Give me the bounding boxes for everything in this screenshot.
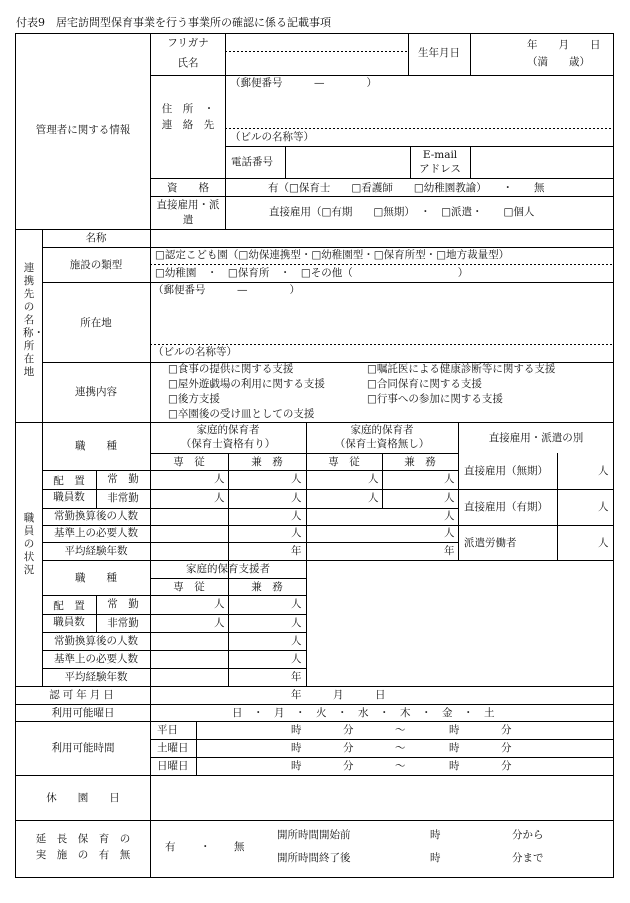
unit-person: 人	[598, 465, 609, 477]
unit-person: 人	[291, 473, 302, 485]
unit-hour: 時	[449, 760, 460, 772]
unit-person: 人	[444, 473, 455, 485]
furigana-input[interactable]	[228, 35, 408, 51]
fte-label: 常勤換算後の人数	[54, 510, 138, 522]
unit-minute: 分	[343, 724, 354, 736]
unit-person: 人	[291, 598, 302, 610]
fulltime-header-2: 専 従	[328, 456, 360, 468]
nonregular-label: 非常勤	[107, 492, 139, 504]
name-input[interactable]	[228, 54, 408, 74]
phone-label: 電話番号	[231, 156, 273, 168]
unit-person: 人	[291, 492, 302, 504]
unit-person: 人	[291, 635, 302, 647]
required-label: 基準上の必要人数	[54, 527, 138, 539]
unit-hour: 時	[291, 742, 302, 754]
unit-person: 人	[291, 653, 302, 665]
supporter-header: 家庭的保育支援者	[186, 563, 270, 575]
available-hours-label: 利用可能時間	[51, 742, 115, 754]
caregiver-qualified-header-2: （保育士資格有り）	[180, 438, 276, 450]
partner-side-label: 連携先の名称・所在地	[23, 262, 44, 378]
support-after-graduation: □卒園後の受け皿としての支援	[168, 408, 315, 420]
tilde: ～	[395, 742, 406, 754]
facility-type-line-2: □幼稚園 ・ □保育所 ・ □その他（ ）	[155, 267, 469, 279]
form-title: 付表9 居宅訪問型保育事業を行う事業所の確認に係る記載事項	[16, 16, 331, 29]
available-days-label: 利用可能曜日	[51, 707, 115, 719]
unit-person: 人	[444, 510, 455, 522]
partner-building-name: （ビルの名称等）	[153, 346, 237, 358]
parttime-header-3: 兼 務	[251, 581, 283, 593]
birthdate-label: 生年月日	[418, 47, 460, 59]
qualification-options: 有（□保育士 □看護師 □幼稚園教諭） ・ 無	[268, 182, 545, 194]
unit-person: 人	[214, 473, 225, 485]
unit-minute: 分	[501, 724, 512, 736]
partner-name-label: 名称	[85, 232, 107, 244]
fulltime-header-1: 専 従	[173, 456, 205, 468]
caregiver-qualified-header-1: 家庭的保育者	[196, 424, 260, 436]
manager-building-name: （ビルの名称等）	[230, 131, 314, 143]
support-events: □行事への参加に関する支援	[367, 393, 503, 405]
address-label-1: 住 所 ・	[161, 103, 215, 115]
staff-side-label: 職員の状況	[23, 512, 35, 576]
partner-location-label: 所在地	[80, 317, 112, 329]
unit-person: 人	[214, 617, 225, 629]
support-joint-care: □合同保育に関する支援	[367, 378, 482, 390]
unit-person: 人	[291, 510, 302, 522]
unit-hour: 時	[291, 724, 302, 736]
unit-person: 人	[368, 473, 379, 485]
assigned-label-1: 配 置	[53, 600, 85, 612]
unit-person: 人	[368, 492, 379, 504]
support-meals: □食事の提供に関する支援	[168, 363, 294, 375]
age-value: （満 歳）	[527, 56, 590, 68]
furigana-label: フリガナ	[167, 37, 209, 49]
minutes-from: 分から	[512, 829, 544, 841]
partner-name-input[interactable]	[153, 231, 612, 247]
support-health-checkup: □嘱託医による健康診断等に関する支援	[367, 363, 556, 375]
unit-hour: 時	[449, 724, 460, 736]
support-backup: □後方支援	[168, 393, 220, 405]
manager-section-label: 管理者に関する情報	[35, 124, 131, 136]
unit-person: 人	[291, 527, 302, 539]
unit-year: 年	[444, 545, 455, 557]
unit-person: 人	[444, 492, 455, 504]
unit-person: 人	[598, 537, 609, 549]
approval-date-label: 認可年月日	[49, 689, 117, 701]
regular-label: 常 勤	[107, 598, 139, 610]
nonregular-label: 非常勤	[107, 617, 139, 629]
before-opening-label: 開所時間開始前	[277, 829, 351, 841]
employment-type-header: 直接雇用・派遣の別	[488, 432, 584, 444]
minutes-until: 分まで	[512, 852, 544, 864]
unit-hour: 時	[291, 760, 302, 772]
unit-minute: 分	[501, 760, 512, 772]
regular-label: 常 勤	[107, 473, 139, 485]
unit-person: 人	[598, 501, 609, 513]
unit-person: 人	[291, 617, 302, 629]
partner-postal-code: （郵便番号 — ）	[153, 284, 300, 296]
unit-person: 人	[214, 598, 225, 610]
unit-minute: 分	[343, 760, 354, 772]
employment-label-1: 直接雇用・派	[156, 199, 220, 211]
unit-minute: 分	[343, 742, 354, 754]
saturday-label: 土曜日	[157, 742, 189, 754]
avg-years-label: 平均経験年数	[64, 545, 128, 557]
assigned-label-1: 配 置	[53, 475, 85, 487]
support-outdoor-play: □屋外遊戯場の利用に関する支援	[168, 378, 325, 390]
tilde: ～	[395, 724, 406, 736]
employment-label-2: 遣	[182, 214, 194, 226]
assigned-label-2: 職員数	[53, 616, 85, 628]
sunday-label: 日曜日	[157, 760, 189, 772]
unit-year: 年	[291, 545, 302, 557]
approval-date-value: 年 月 日	[291, 689, 386, 701]
parttime-header-2: 兼 務	[404, 456, 436, 468]
parttime-header-1: 兼 務	[251, 456, 283, 468]
weekday-label: 平日	[157, 724, 178, 736]
unit-hour: 時	[430, 829, 441, 841]
extended-care-label-2: 実 施 の 有 無	[35, 849, 131, 861]
fte-label: 常勤換算後の人数	[54, 635, 138, 647]
manager-postal-code: （郵便番号 — ）	[230, 77, 377, 89]
required-label: 基準上の必要人数	[54, 653, 138, 665]
email-label-2: アドレス	[419, 163, 461, 175]
name-label: 氏名	[177, 57, 199, 69]
unit-hour: 時	[449, 742, 460, 754]
tilde: ～	[395, 760, 406, 772]
dispatched-label: 派遣労働者	[464, 537, 517, 549]
unit-hour: 時	[430, 852, 441, 864]
caregiver-unqualified-header-1: 家庭的保育者	[350, 424, 414, 436]
email-label-1: E-mail	[422, 149, 458, 161]
unit-person: 人	[444, 527, 455, 539]
assigned-label-2: 職員数	[53, 491, 85, 503]
extended-dot: ・	[200, 841, 211, 853]
unit-minute: 分	[501, 742, 512, 754]
caregiver-unqualified-header-2: （保育士資格無し）	[334, 438, 430, 450]
address-label-2: 連 絡 先	[161, 119, 215, 131]
extended-care-label-1: 延 長 保 育 の	[35, 833, 131, 845]
avg-years-label: 平均経験年数	[64, 671, 128, 683]
after-closing-label: 開所時間終了後	[277, 852, 351, 864]
extended-no: 無	[234, 841, 245, 853]
partner-content-label: 連携内容	[75, 386, 117, 398]
job-type-label: 職 種	[75, 440, 117, 452]
job-type-label-2: 職 種	[75, 572, 117, 584]
holiday-label: 休 園 日	[46, 792, 120, 804]
holiday-input[interactable]	[153, 778, 612, 820]
unit-person: 人	[214, 492, 225, 504]
fulltime-header-3: 専 従	[173, 581, 205, 593]
facility-type-line-1: □認定こども園（□幼保連携型・□幼稚園型・□保育所型・□地方裁量型）	[155, 249, 510, 261]
unit-year: 年	[291, 671, 302, 683]
facility-type-label: 施設の類型	[69, 259, 123, 271]
birthdate-value: 年 月 日	[527, 39, 601, 51]
direct-indefinite-label: 直接雇用（無期）	[464, 465, 548, 477]
extended-yes: 有	[165, 841, 176, 853]
available-days-value: 日 ・ 月 ・ 火 ・ 水 ・ 木 ・ 金 ・ 土	[232, 707, 495, 719]
direct-fixed-term-label: 直接雇用（有期）	[464, 501, 548, 513]
employment-options: 直接雇用（□有期 □無期） ・ □派遣・ □個人	[269, 206, 535, 218]
qualification-label: 資 格	[167, 182, 209, 194]
